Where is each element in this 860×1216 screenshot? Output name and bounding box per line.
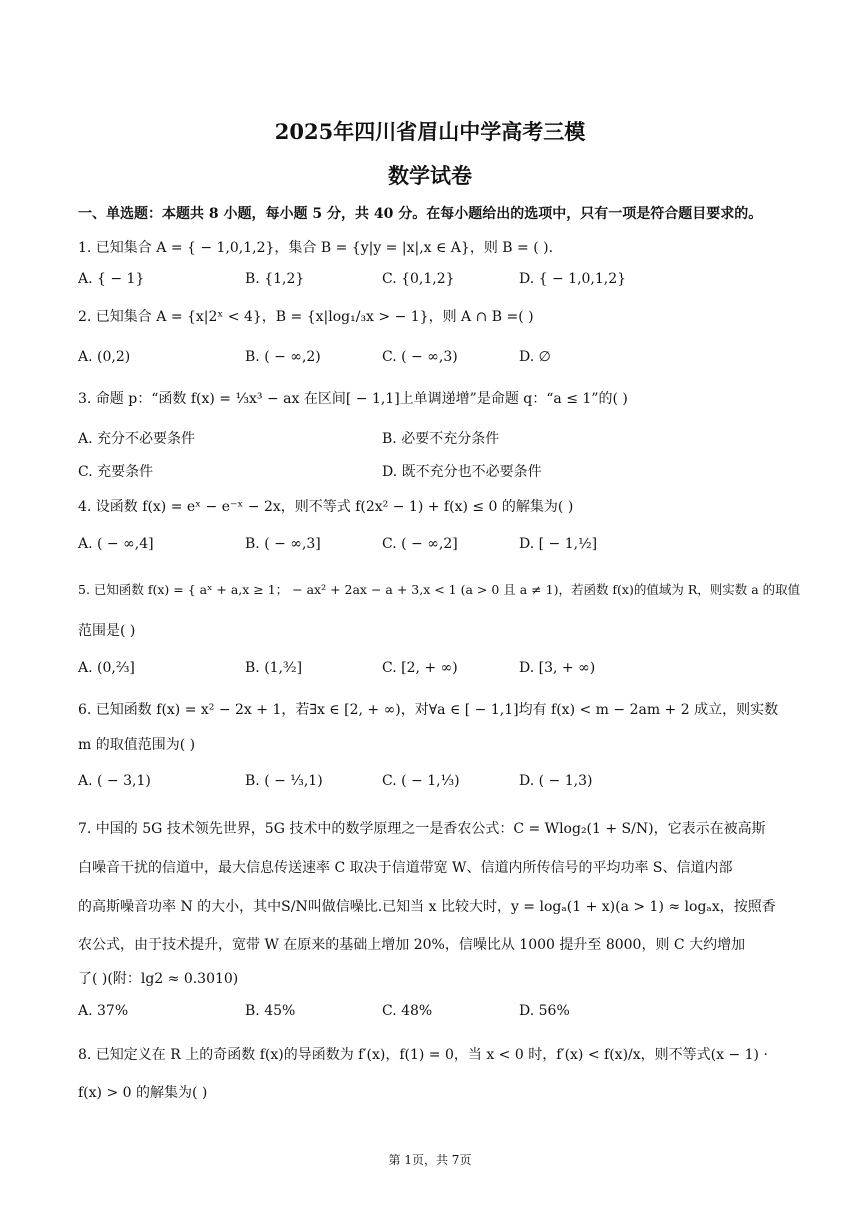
question-6-option-d: D. ( − 1,3) bbox=[519, 773, 593, 789]
question-7-option-d: D. 56% bbox=[519, 1003, 570, 1019]
page-footer: 第 1页，共 7页 bbox=[388, 1153, 472, 1167]
question-8-text: 8. 已知定义在 R 上的奇函数 f(x)的导函数为 f′(x)，f(1) = 0，当 x < 0 时，f′(x) < f(x)/x，则不等式(x − 1) · bbox=[78, 1047, 768, 1063]
question-2-option-d: D. ∅ bbox=[519, 349, 551, 365]
question-4-option-a: A. ( − ∞,4] bbox=[78, 536, 154, 552]
exam-subtitle: 数学试卷 bbox=[388, 163, 472, 188]
question-1-option-c: C. {0,1,2} bbox=[382, 271, 455, 287]
question-5-text-cont: 范围是( ) bbox=[78, 623, 136, 639]
question-4-option-d: D. [ − 1,½] bbox=[519, 536, 598, 552]
question-2-option-c: C. ( − ∞,3) bbox=[382, 349, 458, 365]
question-6-text-cont: m 的取值范围为( ) bbox=[78, 737, 196, 753]
question-3-option-b: B. 必要不充分条件 bbox=[382, 431, 500, 447]
question-7-text-cont-2: 的高斯噪音功率 N 的大小，其中S/N叫做信噪比.已知当 x 比较大时，y = logₐ(1 + x)(a > 1) ≈ logₐx，按照香 bbox=[78, 899, 776, 915]
question-2-option-b: B. ( − ∞,2) bbox=[245, 349, 321, 365]
question-8-text-cont: f(x) > 0 的解集为( ) bbox=[78, 1085, 208, 1101]
question-7-option-c: C. 48% bbox=[382, 1003, 433, 1019]
question-2-option-a: A. (0,2) bbox=[78, 349, 131, 365]
question-7-option-a: A. 37% bbox=[78, 1003, 129, 1019]
question-7-text-cont-3: 农公式，由于技术提升，宽带 W 在原来的基础上增加 20%，信噪比从 1000 提升至 8000，则 C 大约增加 bbox=[78, 937, 746, 953]
question-5-option-d: D. [3, + ∞) bbox=[519, 660, 596, 676]
question-5-option-c: C. [2, + ∞) bbox=[382, 660, 458, 676]
question-5-text: 5. 已知函数 f(x) = { aˣ + a,x ≥ 1； − ax² + 2ax − a + 3,x < 1 (a > 0 且 a ≠ 1)，若函数 f(x)的值域为 R，则实数 a 的取值 bbox=[78, 582, 801, 597]
question-1-text: 1. 已知集合 A = { − 1,0,1,2}，集合 B = {y|y = |x|,x ∈ A}，则 B = ( ). bbox=[78, 240, 554, 256]
question-3-text: 3. 命题 p：“函数 f(x) = ⅓x³ − ax 在区间[ − 1,1]上单调递增”是命题 q：“a ≤ 1”的( ) bbox=[78, 391, 628, 407]
question-3-option-a: A. 充分不必要条件 bbox=[78, 431, 196, 447]
question-3-option-d: D. 既不充分也不必要条件 bbox=[382, 464, 542, 480]
question-1-option-d: D. { − 1,0,1,2} bbox=[519, 271, 627, 287]
question-4-text: 4. 设函数 f(x) = eˣ − e⁻ˣ − 2x，则不等式 f(2x² − 1) + f(x) ≤ 0 的解集为( ) bbox=[78, 499, 574, 515]
question-6-option-a: A. ( − 3,1) bbox=[78, 773, 151, 789]
exam-title: 2025年四川省眉山中学高考三模 bbox=[274, 119, 586, 144]
question-2-text: 2. 已知集合 A = {x|2ˣ < 4}，B = {x|log₁/₃x > − 1}，则 A ∩ B =( ) bbox=[78, 309, 534, 325]
question-6-option-b: B. ( − ⅓,1) bbox=[245, 773, 323, 789]
question-6-text: 6. 已知函数 f(x) = x² − 2x + 1，若∃x ∈ [2, + ∞)，对∀a ∈ [ − 1,1]均有 f(x) < m − 2am + 2 成立，则实数 bbox=[78, 702, 779, 718]
section-heading: 一、单选题：本题共 8 小题，每小题 5 分，共 40 分。在每小题给出的选项中，只有一项是符合题目要求的。 bbox=[78, 206, 763, 222]
question-7-option-b: B. 45% bbox=[245, 1003, 296, 1019]
question-5-option-b: B. (1,³⁄₂] bbox=[245, 660, 303, 676]
question-7-text-cont-1: 白噪音干扰的信道中，最大信息传送速率 C 取决于信道带宽 W、信道内所传信号的平均功率 S、信道内部 bbox=[78, 860, 733, 876]
question-1-option-a: A. { − 1} bbox=[78, 271, 145, 287]
question-4-option-c: C. ( − ∞,2] bbox=[382, 536, 458, 552]
question-6-option-c: C. ( − 1,⅓) bbox=[382, 773, 460, 789]
question-3-option-c: C. 充要条件 bbox=[78, 464, 154, 480]
question-7-text: 7. 中国的 5G 技术领先世界，5G 技术中的数学原理之一是香农公式：C = Wlog₂(1 + S/N)，它表示在被高斯 bbox=[78, 821, 766, 837]
question-4-option-b: B. ( − ∞,3] bbox=[245, 536, 321, 552]
question-7-text-cont-4: 了( )(附：lg2 ≈ 0.3010) bbox=[78, 971, 239, 987]
question-5-option-a: A. (0,⅔] bbox=[78, 660, 135, 676]
question-1-option-b: B. {1,2} bbox=[245, 271, 305, 287]
